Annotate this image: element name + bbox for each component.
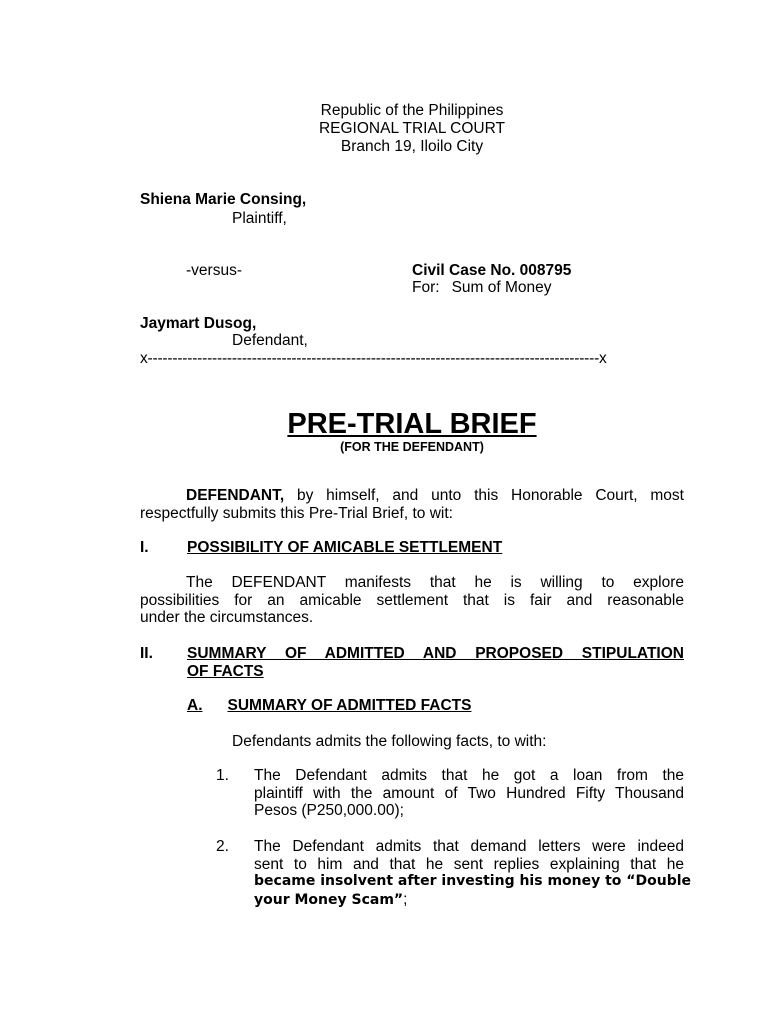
intro-line-1 (140, 487, 684, 505)
subsection-a-number: A. (187, 697, 203, 714)
item-1-line: The Defendant admits that he got a loan from the (254, 767, 684, 784)
defendant-role: Defendant, (232, 332, 308, 349)
court-header-branch: Branch 19, Iloilo City (340, 138, 484, 155)
intro-line-2: respectfully submits this Pre-Trial Brief, to wit: (140, 504, 453, 522)
document-subtitle: (FOR THE DEFENDANT) (340, 440, 484, 454)
plaintiff-role: Plaintiff, (232, 210, 287, 227)
section-2-heading (187, 645, 684, 680)
versus-label: -versus- (186, 262, 242, 279)
caption-separator: x-------------------------------------------------------------------------------------------x (140, 350, 607, 367)
item-2-bold-line-wrap (254, 891, 684, 910)
section-1-heading: POSSIBILITY OF AMICABLE SETTLEMENT (187, 539, 503, 556)
section-2-heading-line-2: OF FACTS (187, 662, 264, 680)
intro-bold-lead: DEFENDANT, (186, 487, 285, 504)
section-1-line: The DEFENDANT manifests that he is willing to explore (186, 574, 684, 591)
subsection-a-heading-row (187, 697, 511, 715)
item-2-bold-line: your Money Scam” (254, 891, 404, 908)
plaintiff-name: Shiena Marie Consing, (140, 191, 307, 208)
document-title: PRE-TRIAL BRIEF (287, 408, 537, 440)
court-header-court: REGIONAL TRIAL COURT (318, 120, 506, 137)
case-for-label: For: (412, 279, 440, 296)
case-nature (412, 279, 552, 297)
item-2-bold-line: became insolvent after investing his money to “Double (254, 873, 692, 889)
subsection-a-lead: Defendants admits the following facts, to with: (232, 733, 547, 750)
subsection-a-heading: SUMMARY OF ADMITTED FACTS (227, 697, 472, 714)
case-for-value: Sum of Money (451, 279, 552, 296)
case-number: Civil Case No. 008795 (412, 262, 572, 279)
item-2-line: sent to him and that he sent replies explaining that he (254, 855, 684, 873)
item-1-line: Pesos (P250,000.00); (254, 802, 404, 819)
item-1-line: plaintiff with the amount of Two Hundred Fifty Thousand (254, 784, 684, 802)
item-1-text (254, 767, 684, 820)
item-1-number: 1. (216, 767, 229, 784)
section-2-heading-line-1: SUMMARY OF ADMITTED AND PROPOSED STIPULATION (187, 645, 684, 662)
section-1-line: under the circumstances. (140, 609, 314, 626)
section-1-number: I. (140, 539, 149, 556)
intro-paragraph (140, 487, 684, 522)
item-2-number: 2. (216, 838, 229, 855)
section-2-number: II. (140, 645, 153, 662)
item-2-line: The Defendant admits that demand letters were indeed (254, 838, 684, 855)
section-1-line: possibilities for an amicable settlement that is fair and reasonable (140, 591, 684, 609)
defendant-name: Jaymart Dusog, (140, 315, 257, 332)
item-2-text (254, 838, 692, 909)
court-header-country: Republic of the Philippines (320, 102, 504, 119)
section-1-paragraph (140, 574, 684, 627)
item-2-trailing: ; (403, 890, 408, 908)
intro-line-1-rest: by himself, and unto this Honorable Court, most (284, 487, 684, 504)
